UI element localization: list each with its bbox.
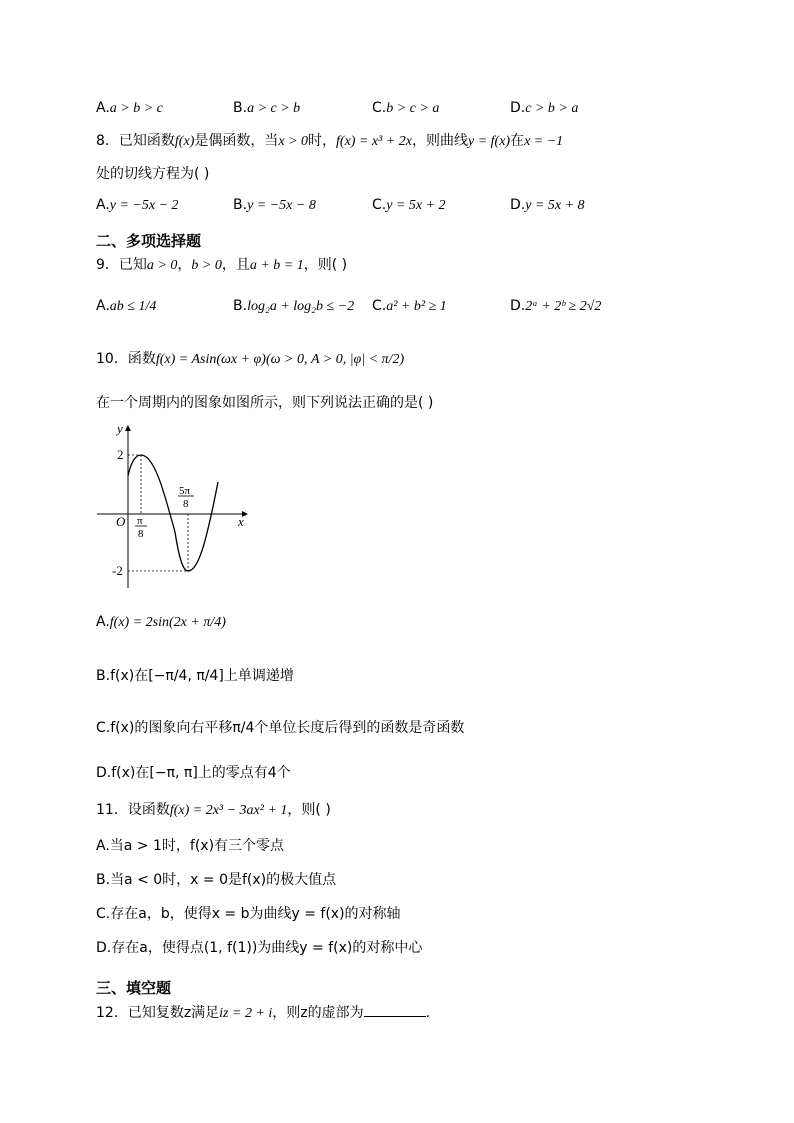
y-min-label: -2 — [112, 563, 123, 578]
q11-stem: 11．设函数f(x) = 2x³ − 3ax² + 1，则( ) — [96, 802, 331, 818]
y-axis-label: y — [117, 421, 123, 436]
q10-option-d: D.f(x)在[−π, π]上的零点有4个 — [96, 765, 291, 781]
section-multiple-choice-heading: 二、多项选择题 — [96, 232, 202, 250]
q8-option-a: A.y = −5x − 2 — [96, 197, 179, 213]
q10-stem-cont: 在一个周期内的图象如图所示，则下列说法正确的是( ) — [96, 395, 434, 411]
pi8-numerator: π — [137, 515, 143, 527]
q9-option-d: D.2ᵃ + 2ᵇ ≥ 2√2 — [510, 298, 602, 314]
y-max-label: 2 — [117, 447, 124, 462]
q8-option-b: B.y = −5x − 8 — [233, 197, 316, 213]
q8-option-d: D.y = 5x + 8 — [510, 197, 585, 213]
q7-option-a: A.a > b > c — [96, 100, 163, 116]
q10-stem: 10．函数f(x) = Asin(ωx + φ)(ω > 0, A > 0, |φ| < π/2) — [96, 351, 405, 367]
q8-option-c: C.y = 5x + 2 — [372, 197, 446, 213]
q10-option-b: B.f(x)在[−π/4, π/4]上单调递增 — [96, 668, 294, 684]
pi8-denominator: 8 — [138, 528, 144, 540]
q8-stem: 8．已知函数f(x)是偶函数，当x > 0时，f(x) = x³ + 2x，则曲线y = f(x)在x = −1 — [96, 133, 564, 149]
q9-option-b: B.log₂a + log₂b ≤ −2 — [233, 298, 355, 314]
q8-stem-cont: 处的切线方程为( ) — [96, 166, 210, 182]
q12-stem: 12．已知复数z满足iz = 2 + i，则z的虚部为 . — [96, 1002, 430, 1024]
q7-option-b: B.a > c > b — [233, 100, 301, 116]
section-fill-in-heading: 三、填空题 — [96, 979, 172, 997]
x-axis-label: x — [238, 514, 244, 529]
sine-curve — [128, 455, 218, 571]
q11-option-a: A.当a > 1时，f(x)有三个零点 — [96, 838, 285, 854]
q7-option-c: C.b > c > a — [372, 100, 440, 116]
q9-stem: 9．已知a > 0，b > 0，且a + b = 1，则( ) — [96, 257, 348, 273]
q11-option-d: D.存在a，使得点(1, f(1))为曲线y = f(x)的对称中心 — [96, 940, 423, 956]
origin-label: O — [116, 514, 126, 529]
answer-blank[interactable] — [364, 1002, 426, 1017]
q11-option-b: B.当a < 0时，x = 0是f(x)的极大值点 — [96, 872, 337, 888]
sine-graph — [95, 418, 255, 593]
fivepi8-denominator: 8 — [183, 498, 189, 510]
q9-option-a: A.ab ≤ 1/4 — [96, 298, 157, 314]
q9-option-c: C.a² + b² ≥ 1 — [372, 298, 447, 314]
fivepi8-numerator: 5π — [179, 485, 191, 497]
q10-option-c: C.f(x)的图象向右平移π/4个单位长度后得到的函数是奇函数 — [96, 720, 465, 736]
q10-option-a: A.f(x) = 2sin(2x + π/4) — [96, 614, 226, 630]
q7-option-d: D.c > b > a — [510, 100, 579, 116]
q11-option-c: C.存在a，b，使得x = b为曲线y = f(x)的对称轴 — [96, 906, 401, 922]
